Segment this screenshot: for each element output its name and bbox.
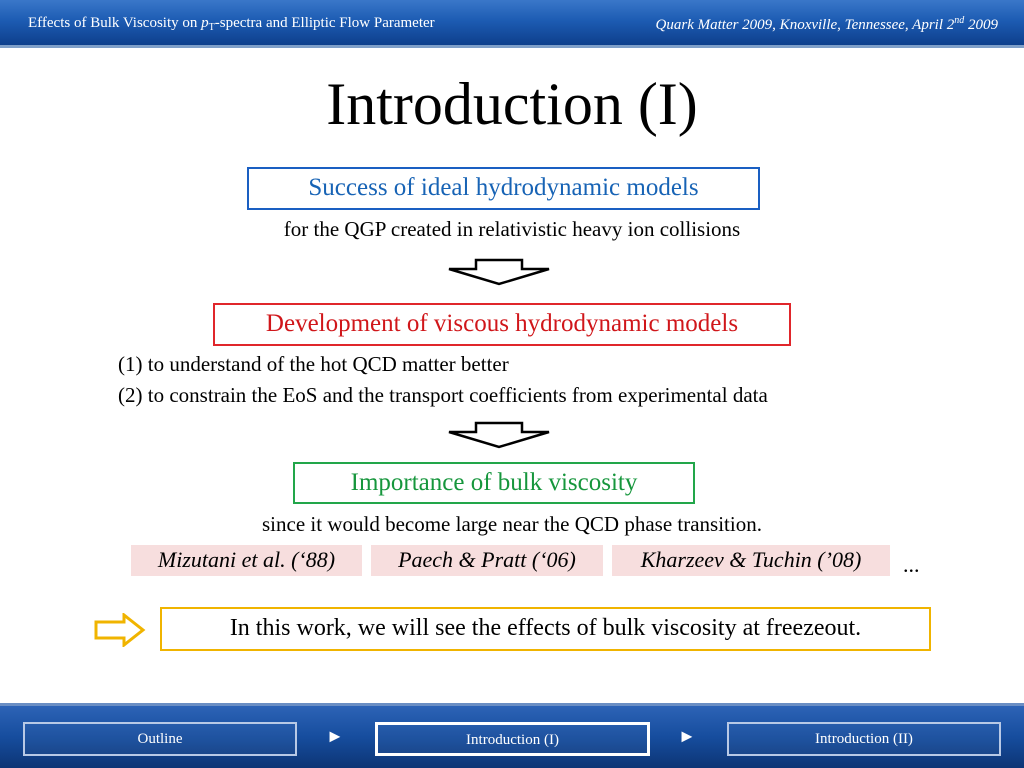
nav-button-current[interactable]: Introduction (I) <box>375 722 650 756</box>
header-title-subscript: T <box>208 22 215 33</box>
reference-tag: Mizutani et al. (‘88) <box>131 545 362 576</box>
conclusion-box: In this work, we will see the effects of bulk viscosity at freezeout. <box>160 607 931 651</box>
footer-nav-bar <box>0 703 1024 768</box>
bulk-viscosity-box: Importance of bulk viscosity <box>293 462 695 504</box>
play-icon[interactable]: ► <box>678 726 696 746</box>
viscous-hydro-box: Development of viscous hydrodynamic models <box>213 303 791 346</box>
header-bar <box>0 0 1024 48</box>
reference-tag: Kharzeev & Tuchin (’08) <box>612 545 890 576</box>
ellipsis: ... <box>903 552 920 577</box>
motivation-item-1: (1) to understand of the hot QCD matter better <box>118 352 509 376</box>
down-arrow-icon <box>446 421 552 449</box>
down-arrow-icon <box>446 258 552 286</box>
slide-title: Introduction (I) <box>326 71 698 137</box>
right-arrow-icon <box>94 613 146 647</box>
motivation-item-2: (2) to constrain the EoS and the transport coefficients from experimental data <box>118 383 768 407</box>
header-title-p: p <box>201 15 209 31</box>
nav-button-next[interactable]: Introduction (II) <box>727 722 1001 756</box>
conference-text: Quark Matter 2009, Knoxville, Tennessee, April 2 <box>655 17 955 33</box>
bulk-viscosity-subtext: since it would become large near the QCD phase transition. <box>262 512 762 536</box>
ideal-hydro-box: Success of ideal hydrodynamic models <box>247 167 760 210</box>
conference-info <box>656 15 998 34</box>
presentation-title <box>28 15 435 33</box>
header-title-rest: -spectra and Elliptic Flow Parameter <box>214 15 435 31</box>
conference-year: 2009 <box>964 17 998 33</box>
conference-superscript: nd <box>954 15 965 26</box>
nav-button-outline[interactable]: Outline <box>23 722 297 756</box>
reference-tag: Paech & Pratt (‘06) <box>371 545 603 576</box>
header-title-text: Effects of Bulk Viscosity on <box>28 15 202 31</box>
ideal-hydro-subtext: for the QGP created in relativistic heavy ion collisions <box>283 217 741 241</box>
play-icon[interactable]: ► <box>326 726 344 746</box>
